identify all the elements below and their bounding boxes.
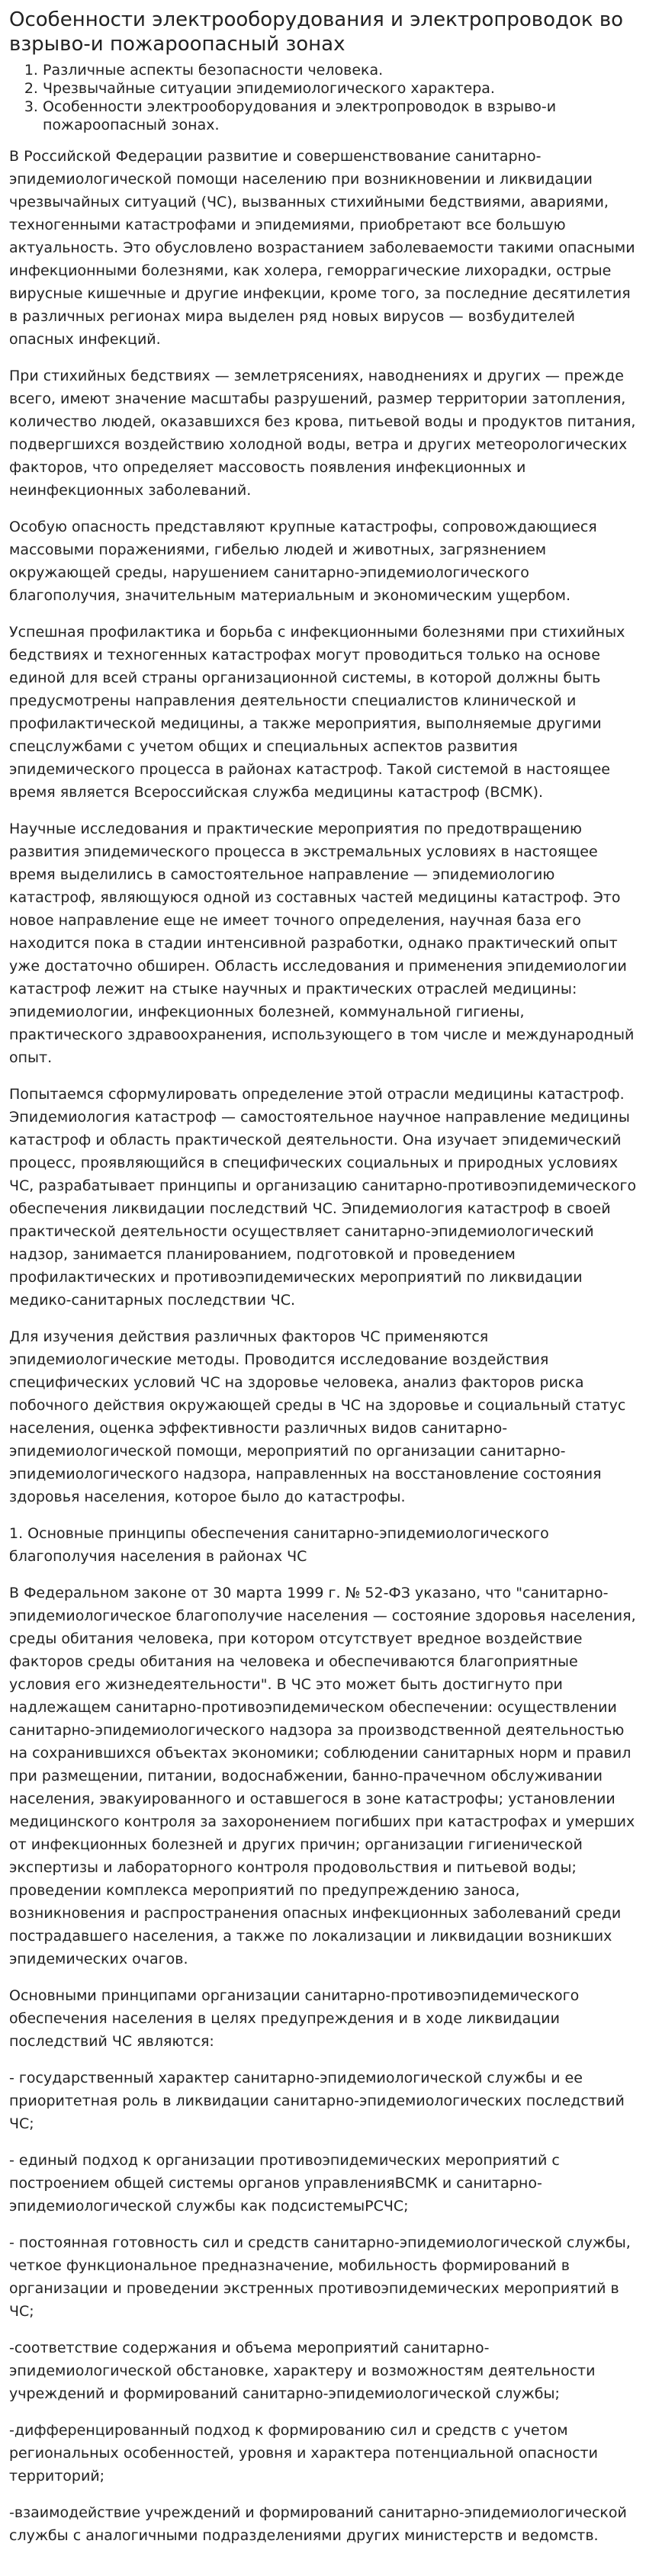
paragraph: Основными принципами организации санитарно-противоэпидемического обеспечения населения в целях предупреждения и в ходе ликвидации последствий ЧС являются:	[9, 1987, 580, 2050]
paragraph: Особую опасность представляют крупные катастрофы, сопровождающиеся массовыми поражениями, гибелью людей и животных, загрязнением окружающей среды, нарушением санитарно-эпидемиологического благополучия, значительным материальным и экономическим ущербом.	[9, 519, 597, 604]
paragraph: Научные исследования и практические мероприятия по предотвращению развития эпидемического процесса в экстремальных условиях в настоящее время выделились в самостоятельное направление — эпидемиологию катастроф, являющуюся одной из составных частей медицины катастроф. Это новое направление еще не имеет точного определения, научная база его находится пока в стадии интенсивной разработки, однако практический опыт уже достаточно обширен. Область исследования и применения эпидемиологии катастроф лежит на стыке научных и практических отраслей медицины: эпидемиологии, инфекционных болезней, коммунальной гигиены, практического здравоохранения, использующего в том числе и международный опыт.	[9, 821, 635, 1066]
toc-item: 2. Чрезвычайные ситуации эпидемиологического характера.	[43, 79, 637, 98]
paragraph: Для изучения действия различных факторов ЧС применяются эпидемиологические методы. Проводится исследование воздействия специфических условий ЧС на здоровье человека, анализ факторов риска побочного действия окружающей среды в ЧС на здоровье и социальный статус населения, оценка эффективности различных видов санитарно-эпидемиологической помощи, мероприятий по организации санитарно-эпидемиологического надзора, направленных на восстановление состояния здоровья населения, которое было до катастрофы.	[9, 1328, 626, 1505]
table-of-contents	[9, 61, 637, 134]
paragraph: Попытаемся сформулировать определение этой отрасли медицины катастроф. Эпидемиология катастроф — самостоятельное научное направление медицины катастроф и область практической деятельности. Она изучает эпидемический процесс, проявляющийся в специфических социальных и природных условиях ЧС, разрабатывает принципы и организацию санитарно-противоэпидемического обеспечения ликвидации последствий ЧС. Эпидемиология катастроф в своей практической деятельности осуществляет санитарно-эпидемиологический надзор, занимается планированием, подготовкой и проведением профилактических и противоэпидемических мероприятий по ликвидации медико-санитарных последствии ЧС.	[9, 1086, 637, 1309]
toc-item: 3. Особенности электрооборудования и электропроводок в взрыво-и пожароопасный зонах.	[43, 98, 637, 134]
paragraph: В Российской Федерации развитие и совершенствование санитарно-эпидемиологической помощи населению при возникновении и ликвидации чрезвычайных ситуаций (ЧС), вызванных стихийными бедствиями, авариями, техногенными катастрофами и эпидемиями, приобретают все большую актуальность. Это обусловлено возрастанием заболеваемости такими опасными инфекционными болезнями, как холера, геморрагические лихорадки, острые вирусные кишечные и другие инфекции, кроме того, за последние десятилетия в различных регионах мира выделен ряд новых вирусов — возбудителей опасных инфекций.	[9, 148, 635, 348]
list-item: -соответствие содержания и объема мероприятий санитарно-эпидемиологической обстановке, характеру и возможностям деятельности учреждений и формирований санитарно-эпидемиологической службы;	[9, 2340, 596, 2402]
paragraph: При стихийных бедствиях — землетрясениях, наводнениях и других — прежде всего, имеют значение масштабы разрушений, размер территории затопления, количество людей, оказавшихся без крова, питьевой воды и продуктов питания, подвергшихся воздействию холодной воды, ветра и других метеорологических факторов, что определяет массовость появления инфекционных и неинфекционных заболеваний.	[9, 368, 636, 499]
list-item: -дифференцированный подход к формированию сил и средств с учетом региональных особенностей, уровня и характера потенциальной опасности территорий;	[9, 2422, 598, 2484]
paragraph: Успешная профилактика и борьба с инфекционными болезнями при стихийных бедствиях и техногенных катастрофах могут проводиться только на основе единой для всей страны организационной системы, в которой должны быть предусмотрены направления деятельности специалистов клинической и профилактической медицины, а также мероприятия, выполняемые другими спецслужбами с учетом общих и специальных аспектов развития эпидемического процесса в районах катастроф. Такой системой в настоящее время является Всероссийская служба медицины катастроф (ВСМК).	[9, 624, 625, 801]
list-item: - государственный характер санитарно-эпидемиологической службы и ее приоритетная роль в ликвидации санитарно-эпидемиологических последствий ЧС;	[9, 2070, 625, 2132]
list-item: - постоянная готовность сил и средств санитарно-эпидемиологической службы, четкое функциональное предназначение, мобильность формирований в организации и проведении экстренных противоэпидемических мероприятий в ЧС;	[9, 2234, 631, 2320]
document-title: Особенности электрооборудования и электропроводок во взрыво-и пожароопасный зонах	[9, 8, 624, 56]
paragraph: В Федеральном законе от 30 марта 1999 г. № 52-ФЗ указано, что "санитарно-эпидемиологическое благополучие населения — состояние здоровья населения, среды обитания человека, при котором отсутствует вредное воздействие факторов среды обитания на человека и обеспечиваются благоприятные условия его жизнедеятельности". В ЧС это может быть достигнуто при надлежащем санитарно-противоэпидемическом обеспечении: осуществлении санитарно-эпидемиологического надзора за производственной деятельностью на сохранившихся объектах экономики; соблюдении санитарных норм и правил при размещении, питании, водоснабжении, банно-прачечном обслуживании населения, эвакуированного и оставшегося в зоне катастрофы; установлении медицинского контроля за захоронением погибших при катастрофах и умерших от инфекционных болезней и других причин; организации гигиенической экспертизы и лабораторного контроля продовольствия и питьевой воды; проведении комплекса мероприятий по предупреждению заноса, возникновения и распространения опасных инфекционных заболеваний среди пострадавшего населения, а также по локализации и ликвидации возникших эпидемических очагов.	[9, 1585, 636, 1967]
list-item: -взаимодействие учреждений и формирований санитарно-эпидемиологической службы с аналогичными подразделениями других министерств и ведомств.	[9, 2504, 627, 2544]
list-item: - единый подход к организации противоэпидемических мероприятий с построением общей системы органов управленияВСМК и санитарно-эпидемиологической службы как подсистемыРСЧС;	[9, 2152, 560, 2215]
toc-item: 1. Различные аспекты безопасности человека.	[43, 61, 637, 79]
section-heading: 1. Основные принципы обеспечения санитарно-эпидемиологического благополучия населения в районах ЧС	[9, 1525, 549, 1565]
